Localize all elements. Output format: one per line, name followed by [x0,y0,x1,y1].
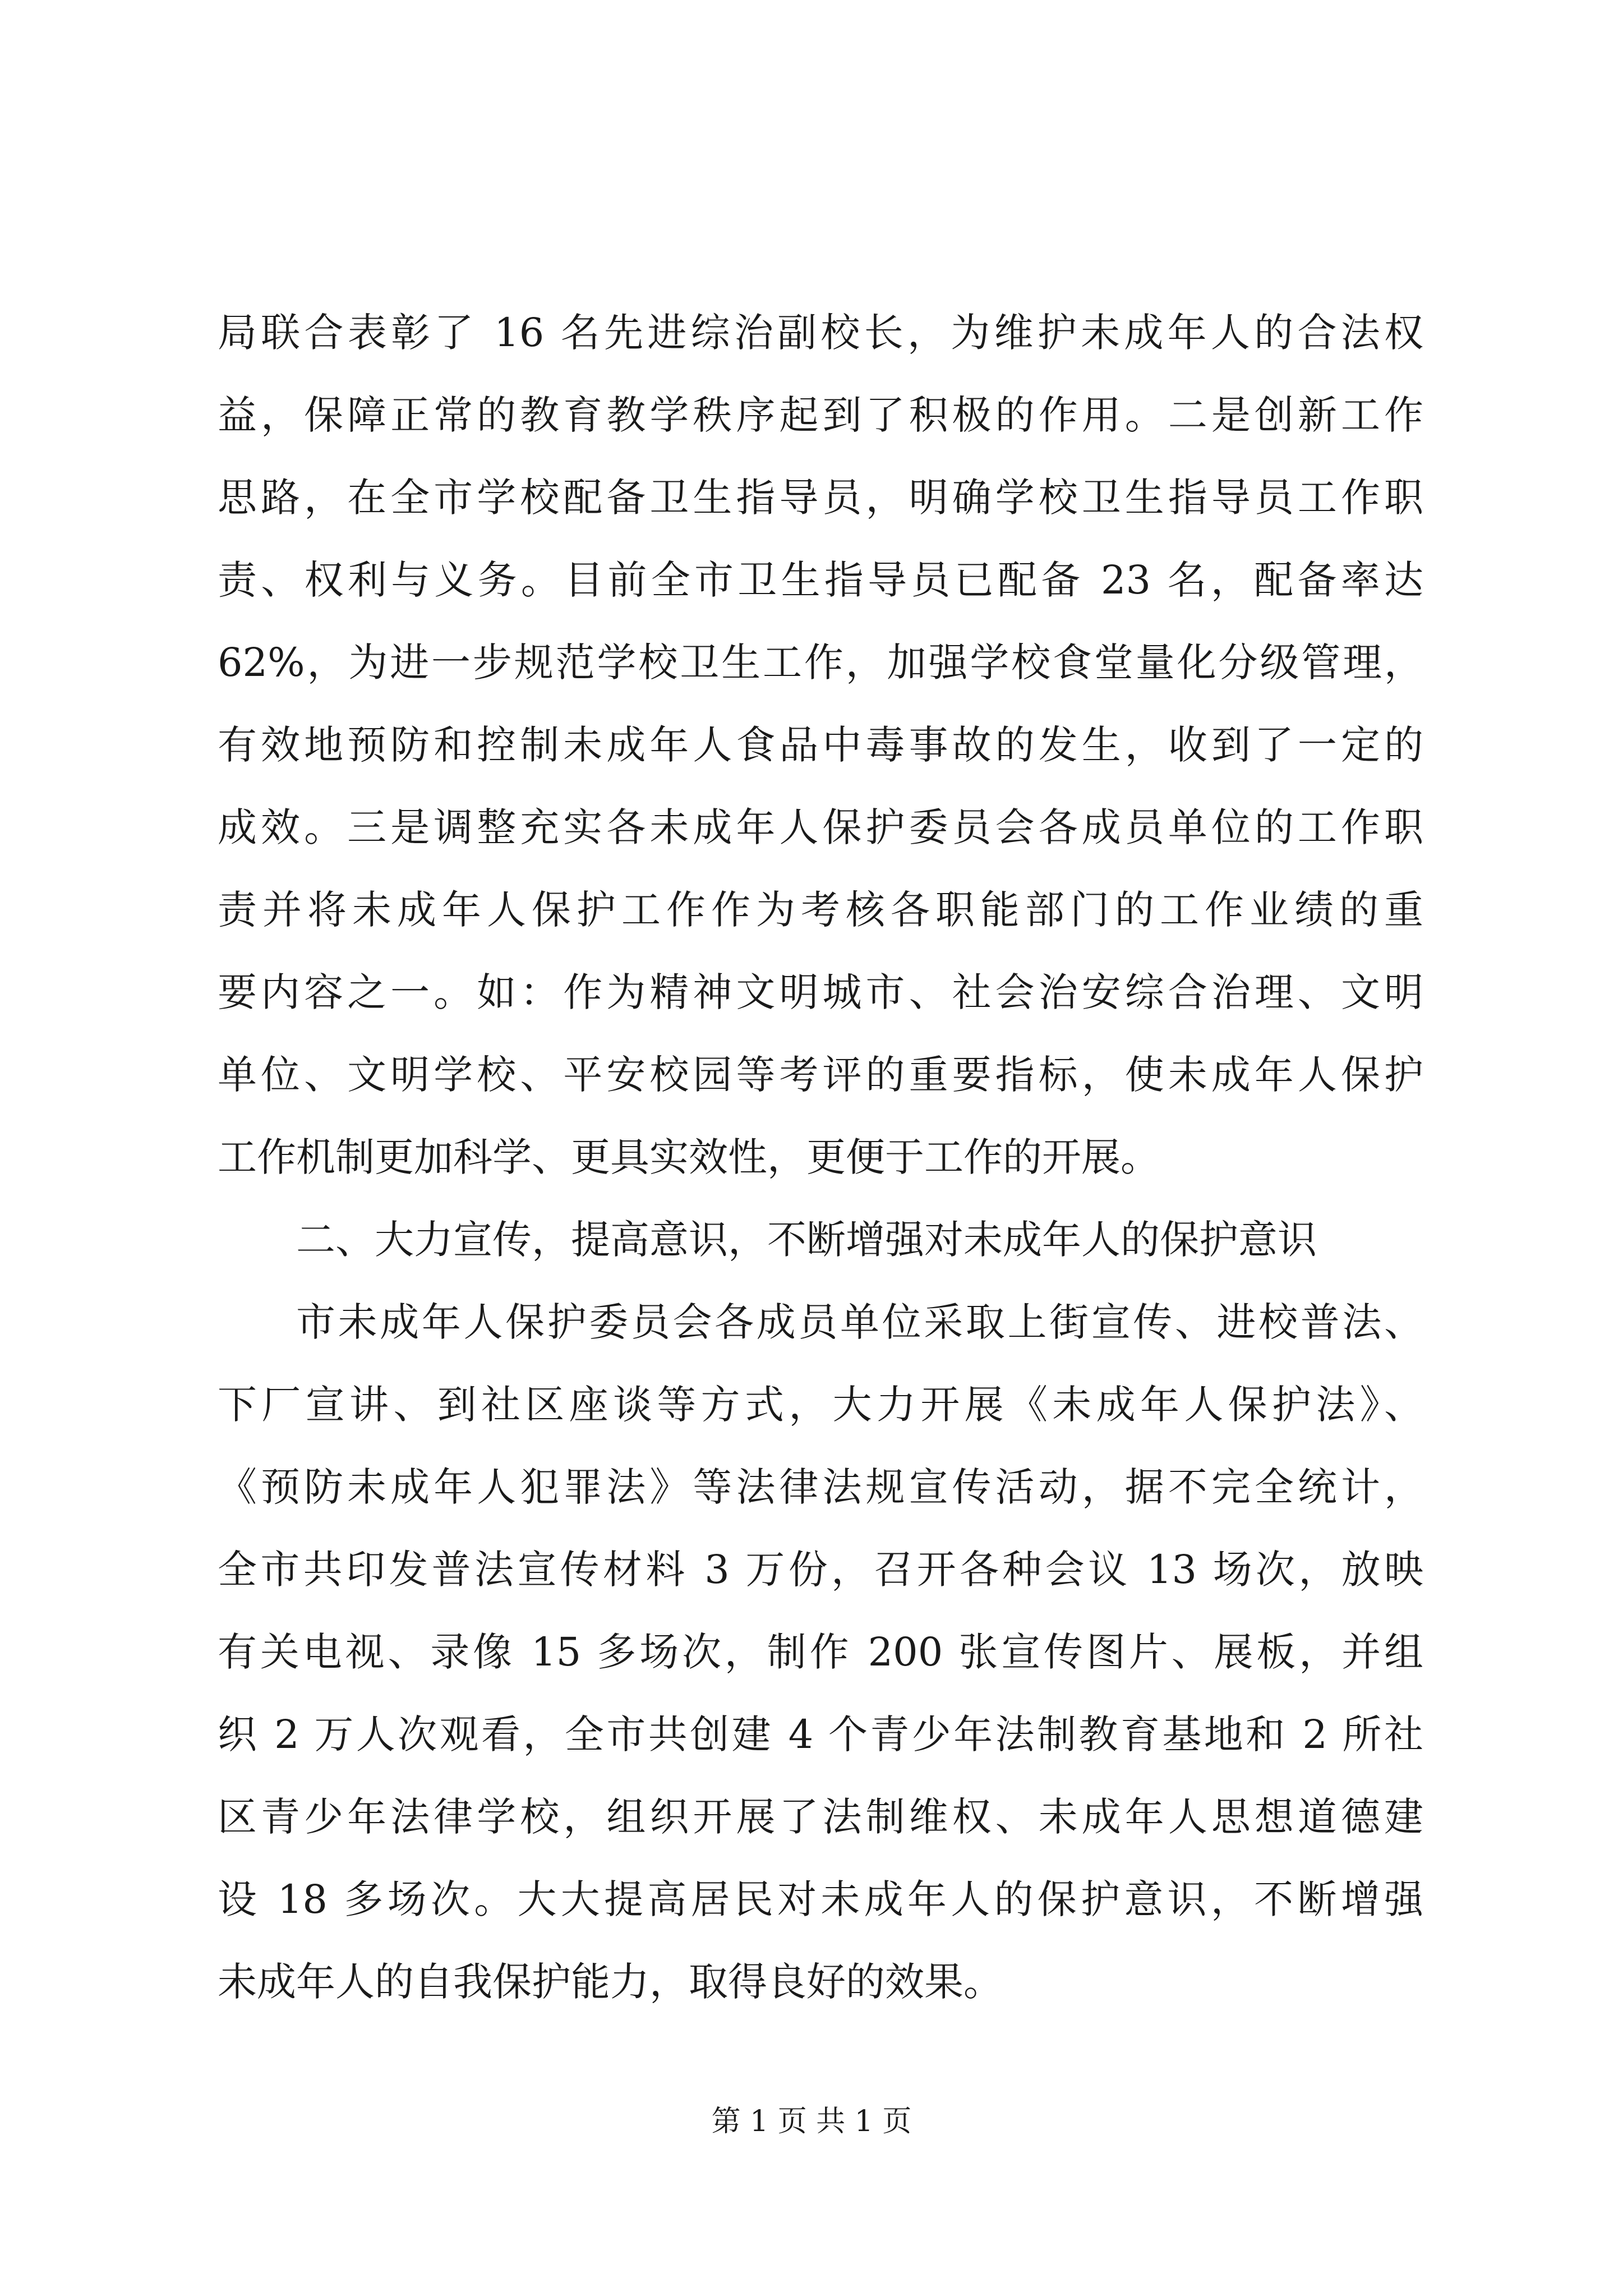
body-line-19: 区青少年法律学校，组织开展了法制维权、未成年人思想道德建 [218,1794,1423,1840]
body-line-9: 要内容之一。如：作为精神文明城市、社会治安综合治理、文明 [218,969,1423,1015]
body-line-4: 责、权利与义务。目前全市卫生指导员已配备 23 名，配备率达 [218,557,1423,603]
body-line-2: 益，保障正常的教育教学秩序起到了积极的作用。二是创新工作 [218,392,1423,438]
body-line-8: 责并将未成年人保护工作作为考核各职能部门的工作业绩的重 [218,887,1423,933]
section-heading: 二、大力宣传，提高意识，不断增强对未成年人的保护意识 [296,1217,1317,1263]
body-line-16: 全市共印发普法宣传材料 3 万份，召开各种会议 13 场次，放映 [218,1547,1423,1593]
body-line-14: 下厂宣讲、到社区座谈等方式，大力开展《未成年人保护法》、 [218,1382,1423,1428]
body-line-1: 局联合表彰了 16 名先进综治副校长，为维护未成年人的合法权 [218,310,1423,356]
body-line-6: 有效地预防和控制未成年人食品中毒事故的发生，收到了一定的 [218,722,1423,768]
body-line-17: 有关电视、录像 15 多场次，制作 200 张宣传图片、展板，并组 [218,1629,1423,1675]
body-line-11: 工作机制更加科学、更具实效性，更便于工作的开展。 [218,1134,1160,1180]
body-line-18: 织 2 万人次观看，全市共创建 4 个青少年法制教育基地和 2 所社 [218,1711,1423,1757]
body-line-5: 62%，为进一步规范学校卫生工作，加强学校食堂量化分级管理， [218,639,1423,685]
body-line-20: 设 18 多场次。大大提高居民对未成年人的保护意识，不断增强 [218,1876,1423,1922]
body-line-13: 市未成年人保护委员会各成员单位采取上街宣传、进校普法、 [296,1299,1423,1345]
document-body [218,292,1423,2023]
body-line-7: 成效。三是调整充实各未成年人保护委员会各成员单位的工作职 [218,804,1423,850]
body-line-3: 思路，在全市学校配备卫生指导员，明确学校卫生指导员工作职 [218,475,1423,521]
page-footer: 第 1 页 共 1 页 [711,2105,912,2138]
body-line-10: 单位、文明学校、平安校园等考评的重要指标，使未成年人保护 [218,1052,1423,1098]
body-line-21: 未成年人的自我保护能力，取得良好的效果。 [218,1959,1003,2005]
body-line-15: 《预防未成年人犯罪法》等法律法规宣传活动，据不完全统计， [218,1464,1423,1510]
